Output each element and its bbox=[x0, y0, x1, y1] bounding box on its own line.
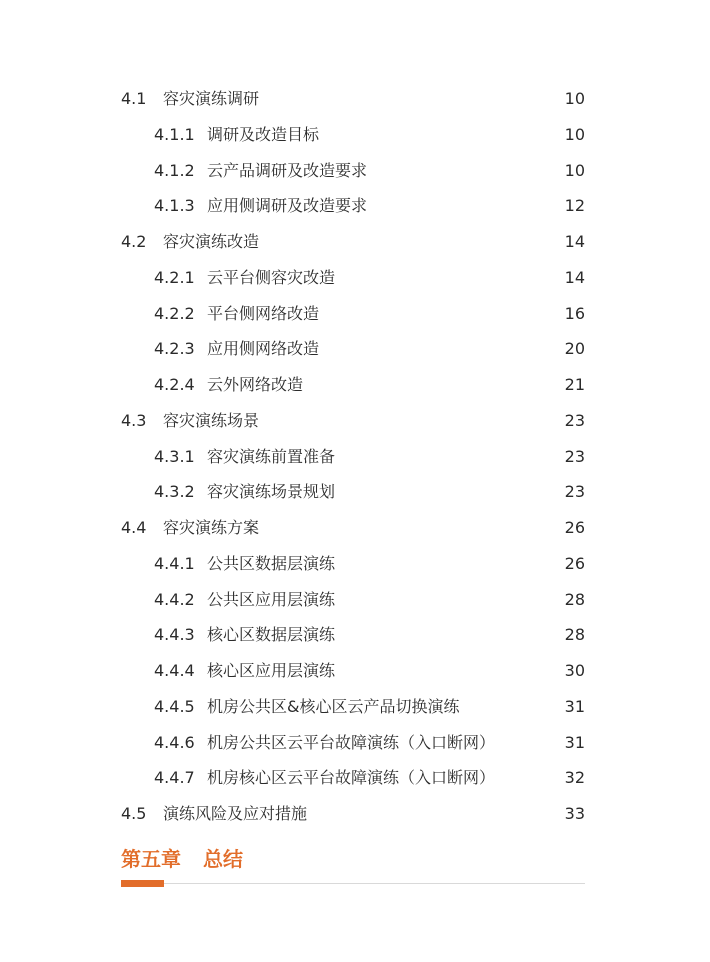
toc-entry-page: 14 bbox=[564, 267, 585, 287]
toc-entry-title: 容灾演练改造 bbox=[163, 232, 260, 251]
chapter-heading[interactable] bbox=[121, 843, 243, 875]
toc-entry-number: 4.4.1 bbox=[154, 553, 195, 573]
toc-entry-title: 机房公共区云平台故障演练（入口断网） bbox=[207, 732, 496, 752]
toc-entry-title: 云外网络改造 bbox=[207, 375, 304, 394]
toc-entry-number: 4.2.3 bbox=[154, 339, 195, 359]
toc-entry-page: 16 bbox=[564, 303, 585, 323]
toc-entry-page: 10 bbox=[564, 124, 585, 144]
toc-entry-number: 4.4.3 bbox=[154, 625, 195, 645]
toc-entry-number: 4.3 bbox=[121, 410, 147, 430]
toc-entry-number: 4.1.2 bbox=[154, 160, 195, 180]
toc-subsection-entry[interactable] bbox=[154, 121, 585, 149]
toc-entry-number: 4.2.1 bbox=[154, 267, 195, 287]
toc-entry-page: 31 bbox=[564, 732, 585, 752]
toc-section-entry[interactable] bbox=[121, 800, 585, 828]
toc-entry-number: 4.4.7 bbox=[154, 768, 195, 788]
toc-subsection-entry[interactable] bbox=[154, 693, 585, 721]
chapter-accent-bar bbox=[121, 880, 164, 887]
toc-entry-number: 4.1.3 bbox=[154, 196, 195, 216]
toc-entry-page: 31 bbox=[564, 696, 585, 716]
toc-entry-page: 30 bbox=[564, 661, 585, 680]
toc-entry-page: 33 bbox=[564, 804, 585, 823]
toc-entry-number: 4.4.4 bbox=[154, 661, 195, 680]
toc-entry-number: 4.3.1 bbox=[154, 446, 195, 466]
toc-entry-page: 23 bbox=[564, 482, 585, 502]
toc-entry-page: 20 bbox=[564, 339, 585, 359]
toc-entry-number: 4.2.4 bbox=[154, 375, 195, 394]
toc-entry-title: 容灾演练场景 bbox=[163, 410, 260, 430]
toc-section-entry[interactable] bbox=[121, 85, 585, 113]
toc-entry-number: 4.4.6 bbox=[154, 732, 195, 752]
toc-entry-number: 4.1 bbox=[121, 89, 147, 108]
toc-subsection-entry[interactable] bbox=[154, 764, 585, 792]
toc-subsection-entry[interactable] bbox=[154, 264, 585, 292]
toc-subsection-entry[interactable] bbox=[154, 335, 585, 363]
toc-subsection-entry[interactable] bbox=[154, 157, 585, 185]
toc-entry-number: 4.5 bbox=[121, 804, 147, 823]
toc-subsection-entry[interactable] bbox=[154, 192, 585, 220]
toc-entry-page: 28 bbox=[564, 589, 585, 609]
toc-entry-page: 12 bbox=[564, 196, 585, 216]
toc-subsection-entry[interactable] bbox=[154, 550, 585, 578]
toc-entry-page: 14 bbox=[564, 232, 585, 251]
toc-subsection-entry[interactable] bbox=[154, 621, 585, 649]
toc-entry-number: 4.1.1 bbox=[154, 124, 195, 144]
toc-entry-title: 容灾演练方案 bbox=[163, 518, 260, 537]
toc-entry-title: 演练风险及应对措施 bbox=[163, 804, 308, 823]
toc-entry-title: 云产品调研及改造要求 bbox=[207, 160, 368, 180]
toc-entry-number: 4.4.2 bbox=[154, 589, 195, 609]
toc-entry-title: 云平台侧容灾改造 bbox=[207, 267, 336, 287]
toc-entry-page: 10 bbox=[564, 89, 585, 108]
toc-entry-page: 23 bbox=[564, 410, 585, 430]
toc-entry-number: 4.2 bbox=[121, 232, 147, 251]
toc-entry-title: 容灾演练场景规划 bbox=[207, 482, 336, 502]
toc-section-entry[interactable] bbox=[121, 514, 585, 542]
chapter-title: 总结 bbox=[203, 847, 243, 871]
toc-entry-page: 23 bbox=[564, 446, 585, 466]
toc-entry-title: 核心区应用层演练 bbox=[207, 661, 336, 680]
chapter-label: 第五章 bbox=[121, 847, 181, 871]
toc-entry-title: 公共区数据层演练 bbox=[207, 553, 336, 573]
toc-subsection-entry[interactable] bbox=[154, 729, 585, 757]
toc-entry-page: 32 bbox=[564, 768, 585, 788]
toc-entry-title: 平台侧网络改造 bbox=[207, 303, 320, 323]
toc-entry-page: 28 bbox=[564, 625, 585, 645]
toc-entry-number: 4.2.2 bbox=[154, 303, 195, 323]
toc-subsection-entry[interactable] bbox=[154, 657, 585, 685]
toc-entry-page: 26 bbox=[564, 553, 585, 573]
chapter-divider bbox=[121, 883, 585, 884]
toc-entry-number: 4.4 bbox=[121, 518, 147, 537]
toc-subsection-entry[interactable] bbox=[154, 300, 585, 328]
toc-entry-title: 机房公共区&核心区云产品切换演练 bbox=[207, 696, 460, 716]
toc-entry-title: 应用侧网络改造 bbox=[207, 339, 320, 359]
toc-subsection-entry[interactable] bbox=[154, 371, 585, 399]
toc-entry-page: 21 bbox=[564, 375, 585, 394]
toc-entry-title: 容灾演练调研 bbox=[163, 89, 260, 108]
toc-entry-title: 机房核心区云平台故障演练（入口断网） bbox=[207, 768, 496, 788]
toc-entry-page: 26 bbox=[564, 518, 585, 537]
toc-subsection-entry[interactable] bbox=[154, 443, 585, 471]
toc-subsection-entry[interactable] bbox=[154, 478, 585, 506]
toc-entry-title: 应用侧调研及改造要求 bbox=[207, 196, 368, 216]
toc-entry-number: 4.4.5 bbox=[154, 696, 195, 716]
toc-entry-title: 容灾演练前置准备 bbox=[207, 446, 336, 466]
toc-entry-number: 4.3.2 bbox=[154, 482, 195, 502]
toc-entry-title: 调研及改造目标 bbox=[207, 124, 320, 144]
toc-entry-page: 10 bbox=[564, 160, 585, 180]
toc-subsection-entry[interactable] bbox=[154, 586, 585, 614]
toc-section-entry[interactable] bbox=[121, 228, 585, 256]
toc-entry-title: 公共区应用层演练 bbox=[207, 589, 336, 609]
toc-entry-title: 核心区数据层演练 bbox=[207, 625, 336, 645]
toc-section-entry[interactable] bbox=[121, 407, 585, 435]
